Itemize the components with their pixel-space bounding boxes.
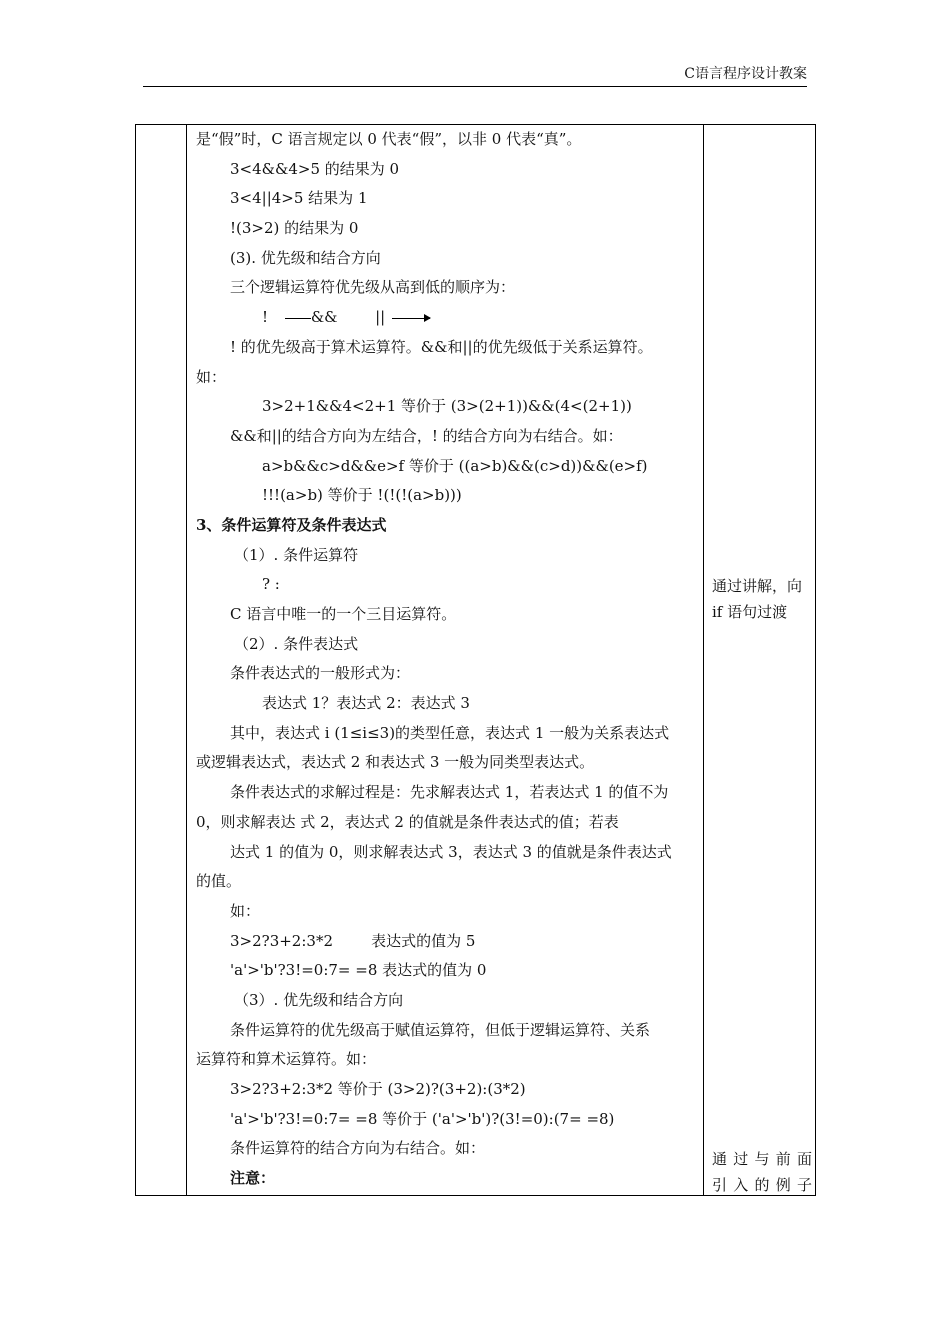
text-line: 'a'>'b'?3!=0:7= =8 等价于 ('a'>'b')?(3!=0):(7= =8): [230, 1109, 615, 1128]
text-line: a>b&&c>d&&e>f 等价于 ((a>b)&&(c>d))&&(e>f): [262, 456, 648, 475]
text-line: 条件运算符的结合方向为右结合。如：: [230, 1139, 486, 1158]
operator-not: !: [262, 308, 269, 327]
operator-and: &&: [310, 308, 338, 327]
text-line: ! 的优先级高于算术运算符。&&和||的优先级低于关系运算符。: [230, 337, 653, 356]
section-heading: 3、条件运算符及条件表达式: [196, 515, 387, 534]
column-divider: [186, 125, 187, 1195]
text-line: （1）. 条件运算符: [234, 545, 359, 564]
text-line: 3<4||4>5 结果为 1: [230, 189, 368, 208]
text-line: （3）. 优先级和结合方向: [234, 990, 404, 1009]
text-line: 3<4&&4>5 的结果为 0: [230, 159, 400, 178]
text-line: ? :: [262, 575, 280, 594]
text-line: 表达式 1？表达式 2：表达式 3: [262, 694, 470, 713]
text-line: C 语言中唯一的一个三目运算符。: [230, 605, 457, 623]
lesson-table: [135, 124, 816, 1196]
text-line: 运算符和算术运算符。如：: [196, 1050, 377, 1069]
column-divider: [703, 125, 704, 1195]
text-line: 3>2?3+2:3*2 表达式的值为 5: [230, 931, 476, 950]
text-line: 3>2+1&&4<2+1 等价于 (3>(2+1))&&(4<(2+1)): [262, 397, 632, 416]
text-line: 其中，表达式 i (1≤i≤3)的类型任意，表达式 1 一般为关系表达式: [230, 723, 670, 742]
text-line: 如：: [230, 901, 261, 920]
note-label: 注意：: [230, 1169, 276, 1188]
text-line: 条件表达式的求解过程是：先求解表达式 1，若表达式 1 的值不为: [230, 783, 669, 802]
side-note-line: 通过讲解，向: [712, 577, 803, 595]
side-note-examples: [712, 1146, 812, 1198]
text-line: 0，则求解表达 式 2，表达式 2 的值就是条件表达式的值；若表: [196, 812, 619, 831]
operator-or: ||: [375, 308, 386, 327]
text-line: !(3>2) 的结果为 0: [230, 219, 359, 238]
text-line: (3). 优先级和结合方向: [230, 248, 381, 267]
precedence-diagram: [196, 303, 698, 333]
text-line: 'a'>'b'?3!=0:7= =8 表达式的值为 0: [230, 961, 487, 980]
text-line: 达式 1 的值为 0，则求解表达式 3，表达式 3 的值就是条件表达式: [230, 842, 672, 861]
side-note-line: if 语句过渡: [712, 603, 788, 621]
text-line: 是“假”时，C 语言规定以 0 代表“假”，以非 0 代表“真”。: [196, 130, 582, 148]
arrow-right-icon: [392, 318, 430, 319]
side-note-line: 引入的例子: [712, 1176, 812, 1194]
text-line: &&和||的结合方向为左结合，! 的结合方向为右结合。如：: [230, 426, 623, 445]
text-line: 或逻辑表达式，表达式 2 和表达式 3 一般为同类型表达式。: [196, 753, 595, 772]
header-title: C语言程序设计教案: [684, 66, 807, 82]
side-note-transition: [712, 573, 812, 625]
text-line: 的值。: [196, 872, 242, 891]
text-line: 条件运算符的优先级高于赋值运算符，但低于逻辑运算符、关系: [230, 1020, 651, 1039]
text-line: 3>2?3+2:3*2 等价于 (3>2)?(3+2):(3*2): [230, 1080, 526, 1098]
text-line: 条件表达式的一般形式为：: [230, 664, 411, 683]
text-line: 如：: [196, 367, 227, 386]
text-line: 三个逻辑运算符优先级从高到低的顺序为：: [230, 278, 516, 297]
side-note-line: 通过与前面: [712, 1150, 812, 1168]
page-header: [143, 62, 807, 87]
text-line: （2）. 条件表达式: [234, 634, 359, 653]
text-line: !!!(a>b) 等价于 !(!(!(a>b))): [262, 486, 462, 505]
arrow-line: [285, 318, 311, 319]
content-column: [196, 125, 698, 1195]
